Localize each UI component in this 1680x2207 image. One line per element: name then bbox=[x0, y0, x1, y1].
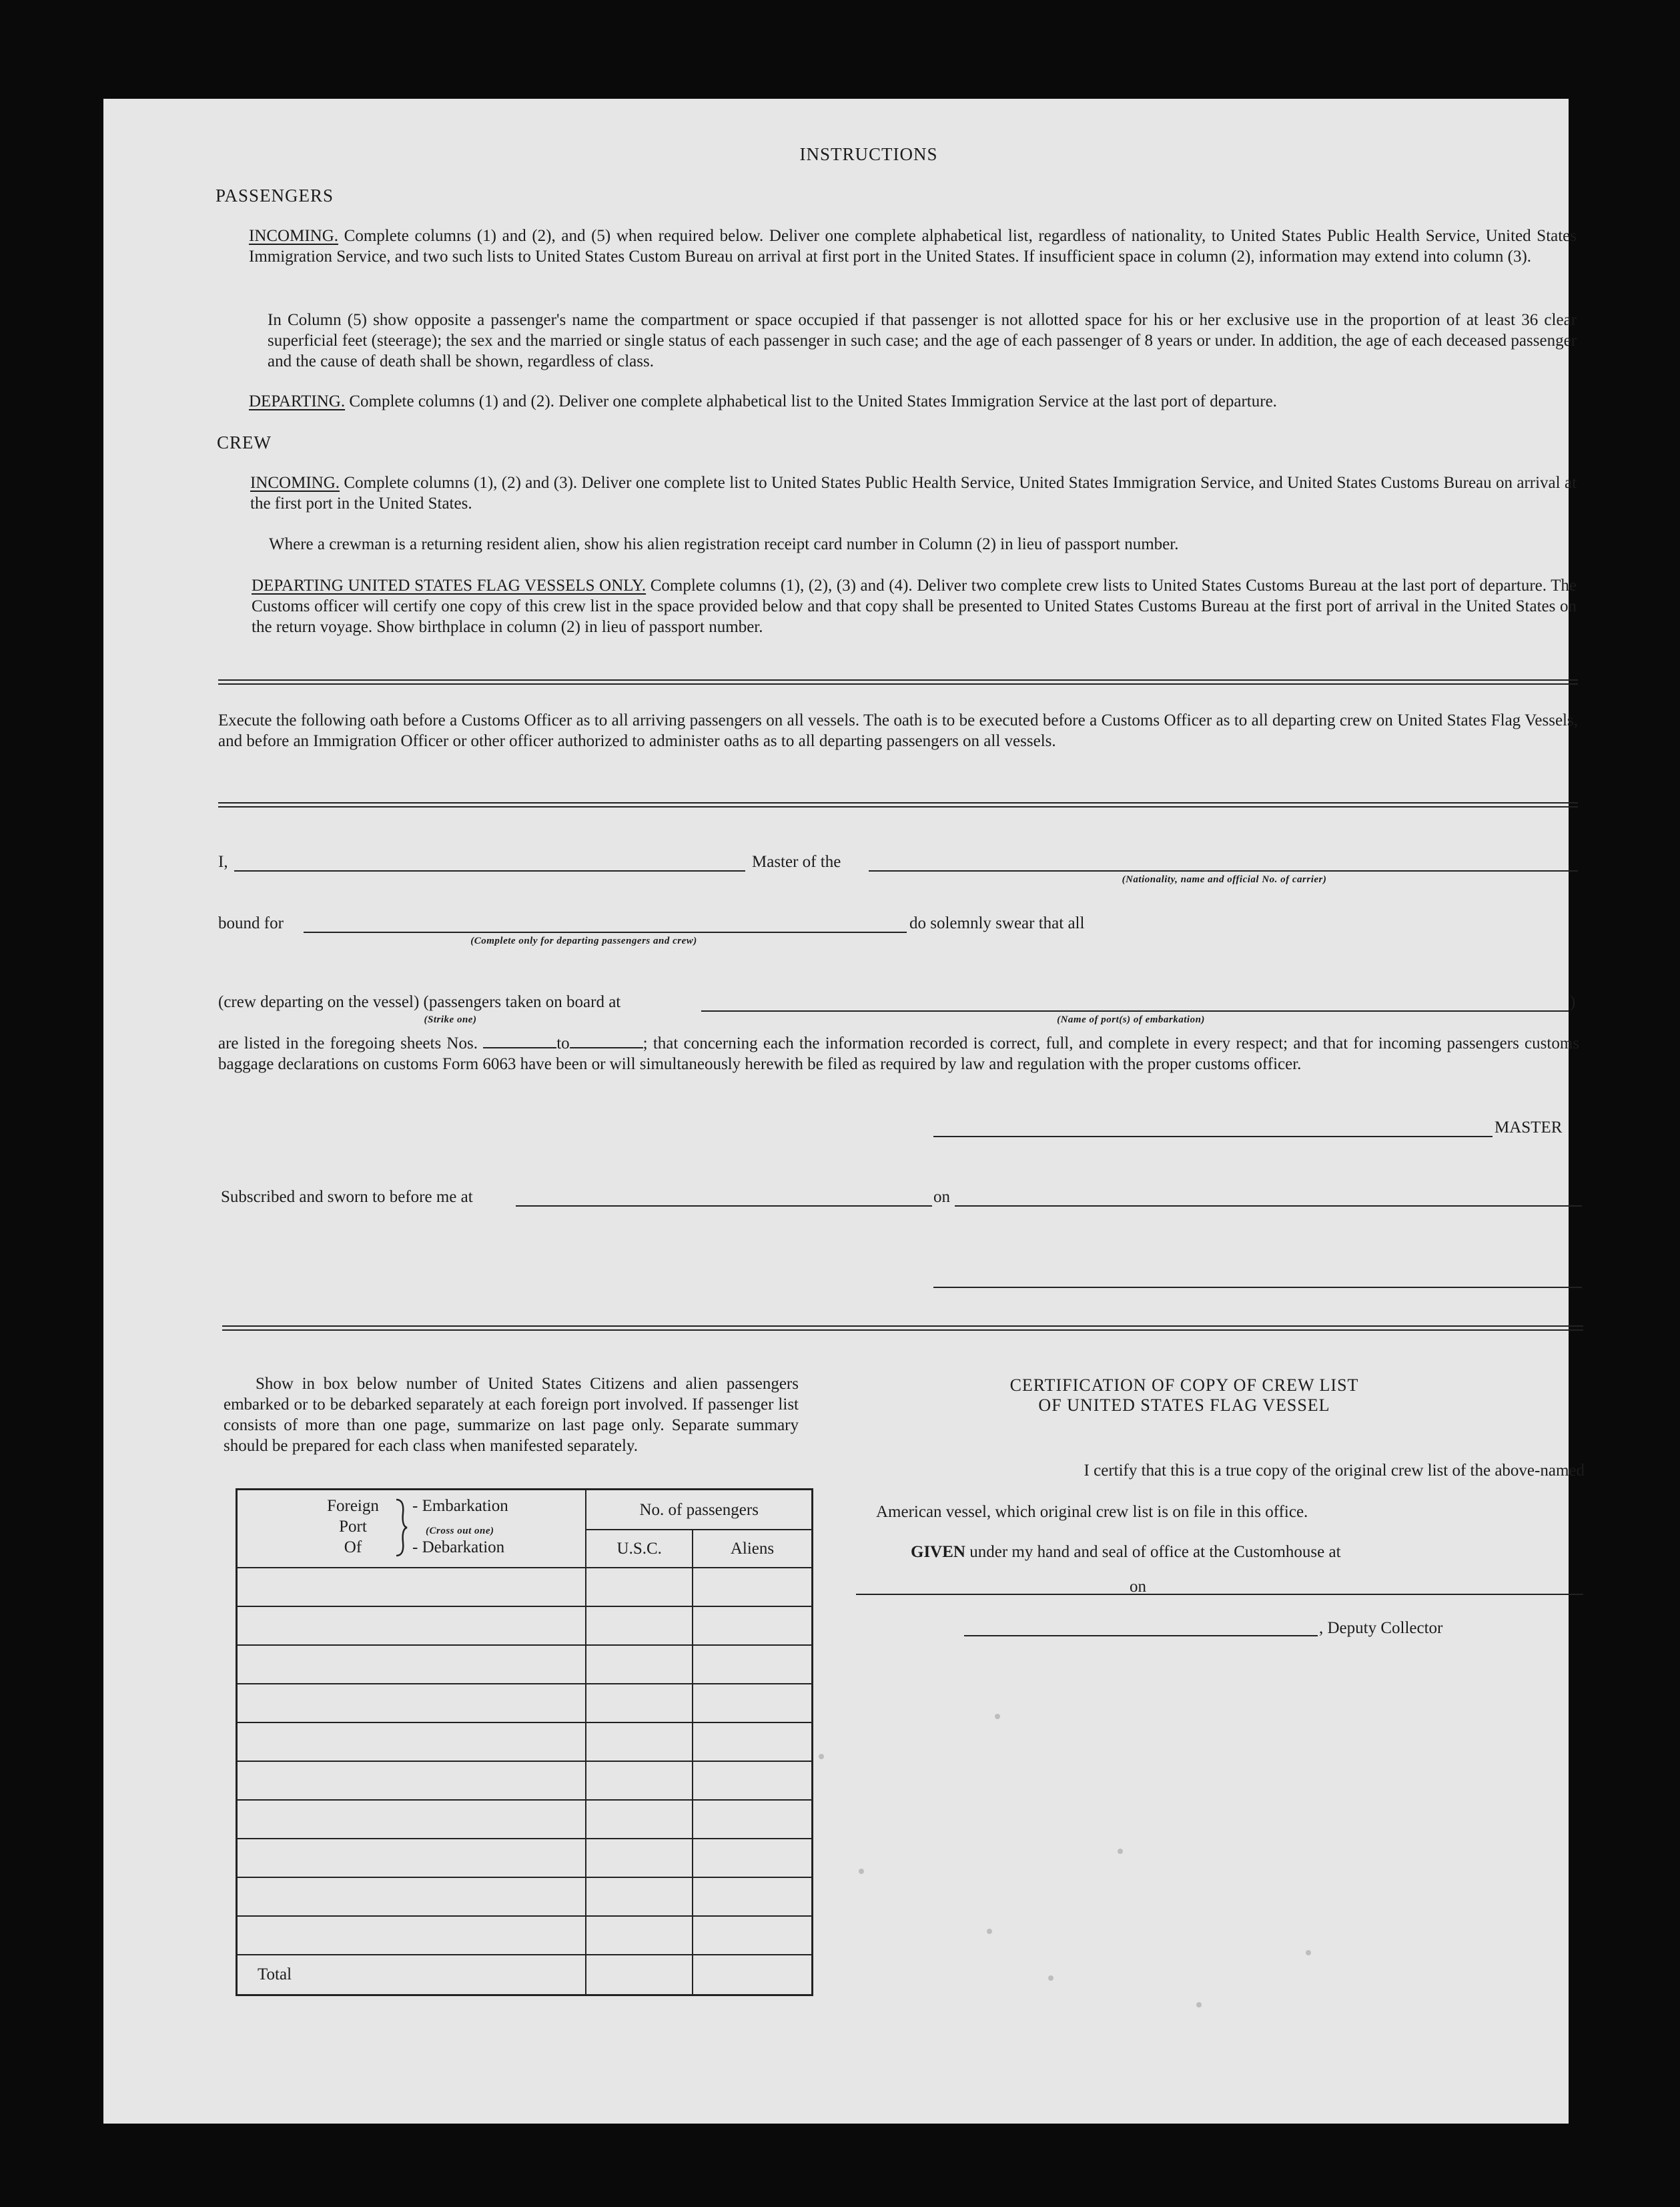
row-port-cell[interactable] bbox=[237, 1606, 586, 1645]
table-row bbox=[237, 1722, 813, 1761]
i-label: I, bbox=[218, 853, 228, 871]
scan-speck bbox=[859, 1869, 864, 1874]
crew-heading: CREW bbox=[217, 432, 272, 452]
row-aliens-cell[interactable] bbox=[693, 1916, 812, 1955]
crew-resident-text: Where a crewman is a returning resident alien, show his alien registration receipt card number in Column (2) in lieu of passport number. bbox=[269, 535, 1179, 553]
row-port-cell[interactable] bbox=[237, 1800, 586, 1839]
bound-for-field[interactable] bbox=[304, 932, 907, 933]
crew-incoming-text: Complete columns (1), (2) and (3). Deliver one complete list to United States Public Health Service, United States Immigration Service, and United States Customs Bureau on arrival at the first port in the United States. bbox=[250, 474, 1577, 513]
listed-rest: ; that concerning each the information recorded is correct, full, and complete in every respect; and that for incoming passengers customs baggage declarations on customs Form 6063 have been or will simultaneously herewith be filed as required by law and regulation with the proper customs officer. bbox=[218, 1034, 1579, 1073]
officer-signature-field[interactable] bbox=[933, 1287, 1582, 1288]
row-aliens-cell[interactable] bbox=[693, 1800, 812, 1839]
passengers-incoming-text: Complete columns (1) and (2), and (5) when required below. Deliver one complete alphabetical list, regardless of nationality, to United States Public Health Service, United States Immigration Service, and two such lists to United States Custom Bureau on arrival at first port in the United States. If insufficient space in column (2), information may extend into column (3). bbox=[249, 227, 1577, 266]
crew-departing-text: Complete columns (1), (2), (3) and (4). Deliver two complete crew lists to United States Customs Bureau at the last port of departure. The Customs officer will certify one copy of this crew list in the space provided below and that copy shall be presented to United States Customs Bureau at the first port of arrival in the United States on the return voyage. Show birthplace in column (2) in lieu of passport number. bbox=[252, 577, 1577, 636]
scan-speck bbox=[1118, 1849, 1123, 1854]
table-row bbox=[237, 1916, 813, 1955]
row-usc-cell[interactable] bbox=[586, 1722, 693, 1761]
master-signature-field[interactable] bbox=[933, 1136, 1493, 1137]
row-aliens-cell[interactable] bbox=[693, 1645, 812, 1684]
table-row bbox=[237, 1877, 813, 1916]
complete-only-caption: (Complete only for departing passengers and crew) bbox=[470, 936, 697, 946]
embarkation-label: - Embarkation bbox=[412, 1497, 508, 1515]
column5-paragraph bbox=[268, 310, 1577, 372]
cert-date-field[interactable] bbox=[1150, 1594, 1583, 1595]
column5-text: In Column (5) show opposite a passenger's name the compartment or space occupied if that passenger is not allotted space for his or her exclusive use in the proportion of at least 36 clear superficial feet (steerage); the sex and the married or single status of each passenger in such case; and the age of each passenger of 8 years or under. In addition, the age of each deceased passenger and the cause of death shall be shown, regardless of class. bbox=[268, 311, 1577, 370]
instructions-title: INSTRUCTIONS bbox=[799, 144, 938, 164]
passengers-incoming-label: INCOMING. bbox=[249, 227, 339, 245]
row-aliens-cell[interactable] bbox=[693, 1761, 812, 1800]
row-usc-cell[interactable] bbox=[586, 1606, 693, 1645]
crew-departing-paragraph bbox=[252, 575, 1577, 637]
certification-title-2: OF UNITED STATES FLAG VESSEL bbox=[1038, 1395, 1330, 1415]
crew-incoming-label: INCOMING. bbox=[250, 474, 340, 492]
scan-speck bbox=[1196, 2002, 1202, 2007]
given-line bbox=[911, 1542, 1341, 1562]
row-aliens-cell[interactable] bbox=[693, 1839, 812, 1877]
cert-on-label: on bbox=[1130, 1578, 1146, 1596]
form-page bbox=[103, 99, 1585, 2124]
scan-speck bbox=[987, 1929, 992, 1934]
passengers-heading: PASSENGERS bbox=[216, 186, 334, 206]
scan-speck bbox=[1048, 1975, 1054, 1981]
row-usc-cell[interactable] bbox=[586, 1645, 693, 1684]
crew-departing-label: (crew departing on the vessel) (passengers taken on board at bbox=[218, 993, 621, 1011]
passengers-departing-text: Complete columns (1) and (2). Deliver one complete alphabetical list to the United States Immigration Service at the last port of departure. bbox=[349, 392, 1277, 410]
total-row bbox=[237, 1955, 813, 1995]
divider-3 bbox=[222, 1325, 1583, 1331]
row-aliens-cell[interactable] bbox=[693, 1684, 812, 1722]
crew-incoming-paragraph bbox=[250, 472, 1577, 514]
aliens-header: Aliens bbox=[693, 1530, 812, 1568]
nationality-caption: (Nationality, name and official No. of carrier) bbox=[1122, 874, 1327, 885]
sworn-on-label: on bbox=[933, 1188, 950, 1206]
row-aliens-cell[interactable] bbox=[693, 1606, 812, 1645]
scan-speck bbox=[819, 1754, 824, 1759]
row-port-cell[interactable] bbox=[237, 1645, 586, 1684]
row-port-cell[interactable] bbox=[237, 1684, 586, 1722]
row-usc-cell[interactable] bbox=[586, 1761, 693, 1800]
scan-speck bbox=[1306, 1950, 1311, 1955]
certification-line-1: I certify that this is a true copy of the original crew list of the above-named bbox=[1084, 1462, 1585, 1480]
cross-out-label: (Cross out one) bbox=[426, 1526, 494, 1536]
table-row bbox=[237, 1761, 813, 1800]
row-port-cell[interactable] bbox=[237, 1568, 586, 1606]
carrier-field[interactable] bbox=[869, 870, 1578, 872]
oath-intro-text: Execute the following oath before a Customs Officer as to all arriving passengers on all vessels. The oath is to be executed before a Customs Officer as to all departing crew on United States Flag Vessels, and before an Immigration Officer or other officer authorized to administer oaths as to all departing passengers on all vessels. bbox=[218, 711, 1578, 750]
table-row bbox=[237, 1684, 813, 1722]
table-row bbox=[237, 1568, 813, 1606]
row-usc-cell[interactable] bbox=[586, 1800, 693, 1839]
master-of-label: Master of the bbox=[752, 853, 841, 871]
row-port-cell[interactable] bbox=[237, 1877, 586, 1916]
passengers-departing-paragraph bbox=[249, 391, 1577, 412]
total-label: Total bbox=[237, 1955, 586, 1995]
brace-icon bbox=[392, 1497, 410, 1558]
strike-one-caption: (Strike one) bbox=[424, 1014, 477, 1025]
scan-speck bbox=[995, 1714, 1000, 1719]
debarkation-label: - Debarkation bbox=[412, 1538, 505, 1556]
divider-2 bbox=[218, 802, 1578, 808]
swear-label: do solemnly swear that all bbox=[909, 914, 1085, 932]
passengers-departing-label: DEPARTING. bbox=[249, 392, 346, 410]
row-port-cell[interactable] bbox=[237, 1916, 586, 1955]
no-of-passengers-header: No. of passengers bbox=[586, 1490, 812, 1530]
given-label: GIVEN bbox=[911, 1543, 965, 1561]
close-paren: ) bbox=[1570, 993, 1576, 1011]
crew-departing-label: DEPARTING UNITED STATES FLAG VESSELS ONLY. bbox=[252, 577, 647, 595]
listed-paragraph bbox=[218, 1033, 1579, 1074]
table-row bbox=[237, 1839, 813, 1877]
deputy-collector-label: , Deputy Collector bbox=[1319, 1619, 1443, 1637]
divider-1 bbox=[218, 679, 1578, 685]
ports-caption: (Name of port(s) of embarkation) bbox=[1057, 1014, 1205, 1025]
sworn-on-date-field[interactable] bbox=[955, 1205, 1582, 1207]
sworn-at-field[interactable] bbox=[516, 1205, 932, 1207]
row-aliens-cell[interactable] bbox=[693, 1722, 812, 1761]
total-usc-cell[interactable] bbox=[586, 1955, 693, 1995]
row-aliens-cell[interactable] bbox=[693, 1877, 812, 1916]
foreign-label: Foreign bbox=[327, 1497, 379, 1515]
row-port-cell[interactable] bbox=[237, 1839, 586, 1877]
port-header-cell bbox=[237, 1490, 586, 1568]
total-aliens-cell[interactable] bbox=[693, 1955, 812, 1995]
sheets-from-field[interactable] bbox=[483, 1034, 556, 1048]
of-label: Of bbox=[344, 1538, 362, 1556]
row-usc-cell[interactable] bbox=[586, 1568, 693, 1606]
embarkation-ports-field[interactable] bbox=[701, 1010, 1569, 1012]
listed-prefix: are listed in the foregoing sheets Nos. bbox=[218, 1034, 478, 1052]
certification-line-2: American vessel, which original crew list is on file in this office. bbox=[876, 1503, 1308, 1521]
summary-instructions-text: Show in box below number of United States Citizens and alien passengers embarked or to be debarked separately at each foreign port involved. If passenger list consists of more than one page, summarize on last page only. Separate summary should be prepared for each class when manifested separately. bbox=[224, 1375, 799, 1455]
table-row bbox=[237, 1645, 813, 1684]
table-row bbox=[237, 1800, 813, 1839]
to-label: to bbox=[556, 1034, 570, 1052]
port-label: Port bbox=[339, 1518, 367, 1536]
oath-intro-paragraph bbox=[218, 710, 1578, 751]
row-usc-cell[interactable] bbox=[586, 1839, 693, 1877]
table-row bbox=[237, 1606, 813, 1645]
bound-for-label: bound for bbox=[218, 914, 284, 932]
row-port-cell[interactable] bbox=[237, 1761, 586, 1800]
row-usc-cell[interactable] bbox=[586, 1916, 693, 1955]
sheets-to-field[interactable] bbox=[570, 1034, 643, 1048]
row-aliens-cell[interactable] bbox=[693, 1568, 812, 1606]
subscribed-label: Subscribed and sworn to before me at bbox=[221, 1188, 473, 1206]
row-usc-cell[interactable] bbox=[586, 1684, 693, 1722]
master-name-field[interactable] bbox=[234, 870, 745, 872]
row-usc-cell[interactable] bbox=[586, 1877, 693, 1916]
usc-header: U.S.C. bbox=[586, 1530, 693, 1568]
summary-instructions-paragraph bbox=[224, 1373, 799, 1456]
master-label: MASTER bbox=[1495, 1119, 1563, 1137]
certification-title-1: CERTIFICATION OF COPY OF CREW LIST bbox=[1009, 1375, 1359, 1395]
passenger-summary-table bbox=[236, 1488, 813, 1996]
row-port-cell[interactable] bbox=[237, 1722, 586, 1761]
deputy-signature-field[interactable] bbox=[964, 1635, 1318, 1636]
passengers-incoming-paragraph bbox=[249, 226, 1577, 267]
given-rest: under my hand and seal of office at the Customhouse at bbox=[969, 1543, 1341, 1561]
